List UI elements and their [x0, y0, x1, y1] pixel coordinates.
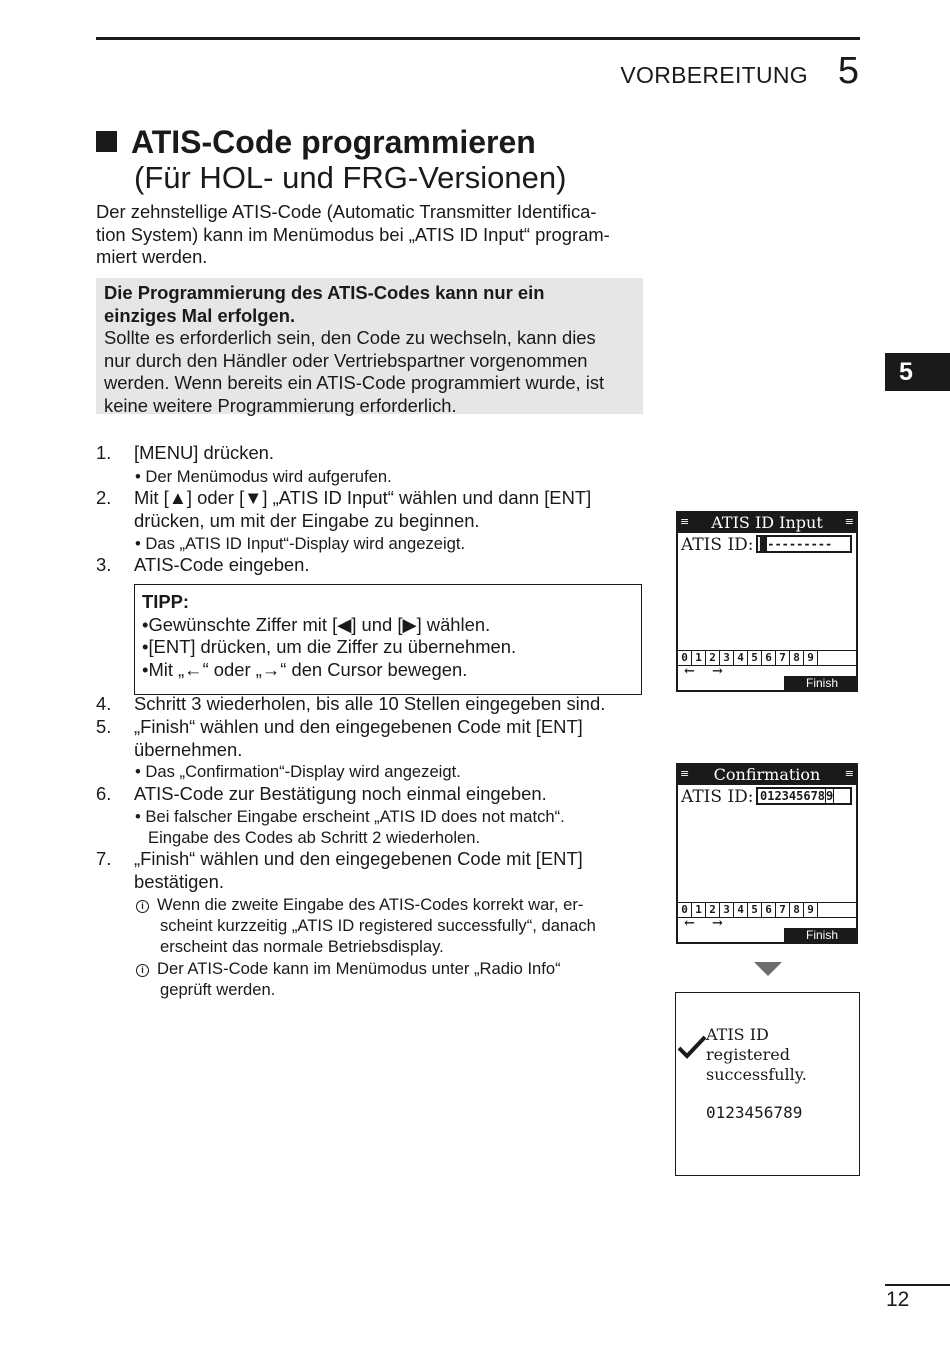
lcd-label: ATIS ID: [681, 787, 754, 807]
info-icon: i [136, 964, 149, 977]
footer-rule [885, 1284, 950, 1286]
step-6-sub: • Bei falscher Eingabe erscheint „ATIS ID does not match“. [135, 807, 565, 826]
step-text: Schritt 3 wiederholen, bis alle 10 Stellen eingegeben sind. [134, 693, 606, 714]
digit: 5 [748, 903, 762, 917]
step-7-line2: bestätigen. [134, 871, 224, 892]
digit: 9 [804, 903, 818, 917]
tip-item: •[ENT] drücken, um die Ziffer zu übernehmen. [142, 636, 517, 658]
finish-softkey [730, 928, 856, 942]
digit: 2 [706, 651, 720, 665]
menu-lines-icon: ≡ [844, 767, 854, 780]
cursor-digit: 9 [826, 789, 834, 803]
digit: 7 [776, 651, 790, 665]
digit-row [678, 902, 856, 918]
lcd-key-row [678, 918, 856, 942]
step-text: Mit [▲] oder [▼] „ATIS ID Input“ wählen und dann [ENT] [134, 487, 592, 508]
finish-softkey [730, 676, 856, 690]
intro-line: tion System) kann im Menümodus bei „ATIS ID Input“ program- [96, 223, 610, 245]
info-note-1 [136, 894, 583, 915]
arrow-left-icon: ← [684, 664, 695, 679]
intro-line: miert werden. [96, 246, 208, 267]
step-1-sub: • Der Menümodus wird aufgerufen. [135, 467, 392, 486]
digit: 7 [776, 903, 790, 917]
lcd-label: ATIS ID: [681, 535, 754, 555]
digit: 2 [706, 903, 720, 917]
info-line: Wenn die zweite Eingabe des ATIS-Codes korrekt war, er- [157, 895, 584, 914]
page-heading [96, 124, 536, 160]
note-line: Sollte es erforderlich sein, den Code zu wechseln, kann dies [104, 327, 596, 348]
digit: 0 [678, 903, 692, 917]
digit: 3 [720, 903, 734, 917]
heading-text: ATIS-Code programmieren [131, 124, 536, 160]
step-number: 3. [96, 554, 112, 575]
arrow-right-icon: → [712, 916, 723, 931]
info-line: geprüft werden. [160, 980, 276, 999]
finish-label: Finish [805, 676, 838, 690]
atis-id-field [756, 787, 852, 805]
top-rule [96, 37, 860, 40]
step-2-line2: drücken, um mit der Eingabe zu beginnen. [134, 510, 480, 531]
digit: 1 [692, 903, 706, 917]
atis-id-field [756, 535, 852, 553]
step-number: 6. [96, 783, 112, 804]
section-title: VORBEREITUNG [620, 62, 808, 88]
chapter-tab: 5 [885, 353, 950, 391]
step-2-sub: • Das „ATIS ID Input“-Display wird angezeigt. [135, 534, 466, 553]
arrow-left-icon: ← [684, 916, 695, 931]
info-line: erscheint das normale Betriebsdisplay. [160, 937, 444, 956]
menu-lines-icon: ≡ [680, 767, 690, 780]
menu-lines-icon: ≡ [680, 515, 690, 528]
intro-line: Der zehnstellige ATIS-Code (Automatic Transmitter Identifica- [96, 201, 597, 222]
tip-item: •Mit „←“ oder „→“ den Cursor bewegen. [142, 658, 468, 680]
lcd-title: Confirmation [713, 765, 821, 784]
step-text: ATIS-Code eingeben. [134, 554, 310, 575]
step-text: „Finish“ wählen und den eingegebenen Code mit [ENT] [134, 716, 583, 737]
page-subheading: (Für HOL- und FRG-Versionen) [134, 160, 567, 195]
success-line: successfully. [706, 1065, 807, 1084]
lcd-title: ATIS ID Input [711, 513, 823, 532]
lcd-title-bar [678, 513, 856, 533]
success-line: registered [706, 1045, 790, 1064]
note-line: nur durch den Händler oder Vertriebspartner vorgenommen [104, 349, 588, 371]
digit: 8 [790, 903, 804, 917]
step-number: 1. [96, 442, 112, 463]
field-value: --------- [767, 537, 833, 551]
square-bullet-icon [96, 131, 117, 152]
arrow-right-icon: → [712, 664, 723, 679]
note-box [96, 278, 643, 414]
step-number: 7. [96, 848, 112, 869]
digit: 5 [748, 651, 762, 665]
step-text: ATIS-Code zur Bestätigung noch einmal eingeben. [134, 783, 547, 804]
step-text: „Finish“ wählen und den eingegebenen Code mit [ENT] [134, 848, 583, 869]
intro-paragraph [96, 201, 644, 269]
note-line: werden. Wenn bereits ein ATIS-Code programmiert wurde, ist [104, 372, 605, 393]
cursor-icon: ▌ [760, 537, 768, 551]
step-number: 4. [96, 693, 112, 714]
info-icon: i [136, 900, 149, 913]
digit: 0 [678, 651, 692, 665]
digit: 9 [804, 651, 818, 665]
step-text: [MENU] drücken. [134, 442, 275, 463]
check-icon [677, 1035, 707, 1059]
digit: 3 [720, 651, 734, 665]
tip-title: TIPP: [142, 591, 190, 612]
digit: 1 [692, 651, 706, 665]
info-note-2 [136, 958, 561, 979]
note-line: keine weitere Programmierung erforderlich. [104, 394, 457, 416]
step-number: 2. [96, 487, 112, 508]
success-line: ATIS ID [706, 1025, 769, 1044]
success-code: 0123456789 [706, 1103, 803, 1122]
step-number: 5. [96, 716, 112, 737]
section-number: 5 [837, 50, 859, 92]
lcd-title-bar [678, 765, 856, 785]
field-value: 012345678 [760, 789, 826, 803]
digit: 4 [734, 651, 748, 665]
success-message [706, 1025, 807, 1085]
page-number: 12 [886, 1288, 910, 1311]
note-bold-line: Die Programmierung des ATIS-Codes kann nur ein [104, 282, 545, 303]
lcd-success [675, 992, 860, 1176]
digit: 6 [762, 903, 776, 917]
note-bold-line: einziges Mal erfolgen. [104, 304, 296, 326]
step-6-sub-cont: Eingabe des Codes ab Schritt 2 wiederholen. [148, 828, 481, 847]
menu-lines-icon: ≡ [844, 515, 854, 528]
digit: 4 [734, 903, 748, 917]
tip-box [134, 584, 642, 695]
tip-item: •Gewünschte Ziffer mit [◀] und [▶] wählen. [142, 613, 491, 635]
lcd-confirmation [676, 763, 858, 944]
lcd-key-row [678, 666, 856, 690]
step-5-line2: übernehmen. [134, 739, 243, 760]
finish-label: Finish [805, 928, 838, 942]
lcd-atis-input [676, 511, 858, 692]
digit: 8 [790, 651, 804, 665]
info-line: Der ATIS-Code kann im Menümodus unter „Radio Info“ [157, 959, 561, 978]
digit: 6 [762, 651, 776, 665]
digit-row [678, 650, 856, 666]
info-line: scheint kurzzeitig „ATIS ID registered successfully“, danach [160, 916, 596, 935]
down-arrow-icon [754, 962, 782, 976]
step-5-sub: • Das „Confirmation“-Display wird angezeigt. [135, 762, 461, 781]
